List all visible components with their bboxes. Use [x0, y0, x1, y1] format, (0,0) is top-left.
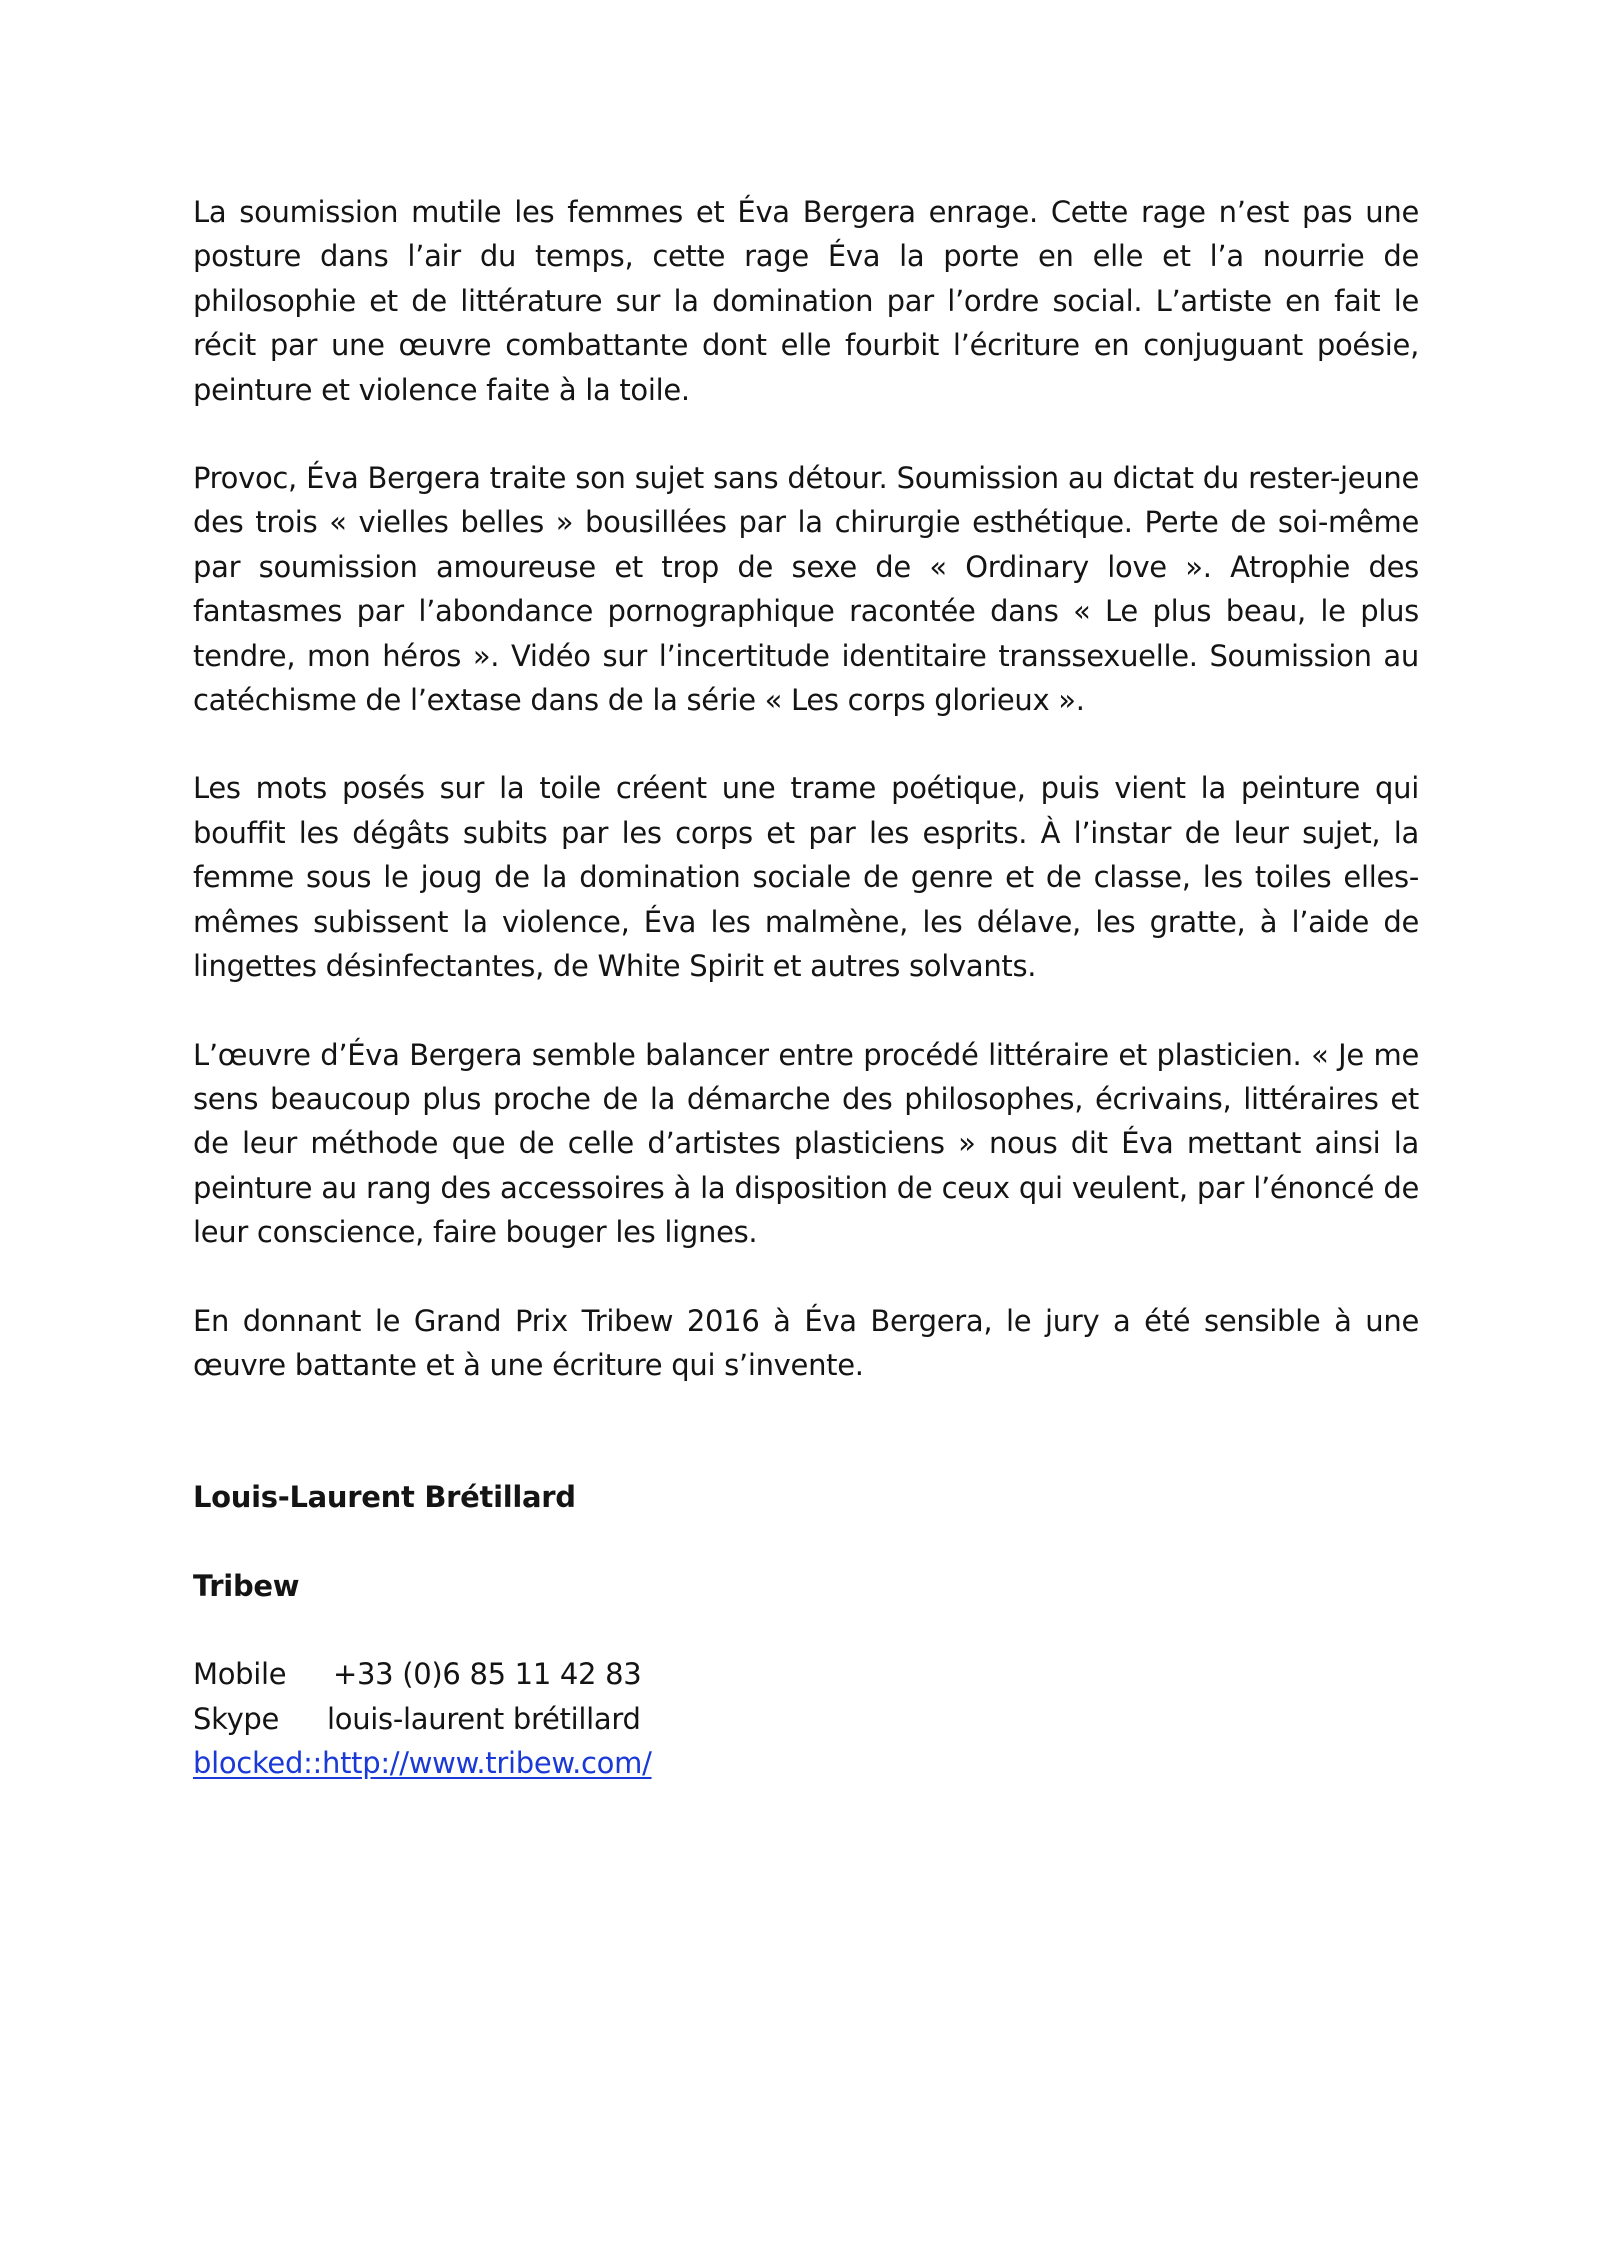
paragraph-oeuvre: L’œuvre d’Éva Bergera semble balancer entre procédé littéraire et plasticien. « Je me sens beaucoup plus proche de la démarche des philosophes, écrivains, littéraires et de leur méthode que de celle d’artistes plasticiens » nous dit Éva mettant ainsi la peinture au rang des accessoires à la disposition de ceux qui veulent, par l’énoncé de leur conscience, faire bouger les lignes. — [193, 1037, 1419, 1250]
paragraph-mots: Les mots posés sur la toile créent une trame poétique, puis vient la peinture qui bouffit les dégâts subits par les corps et par les esprits. À l’instar de leur sujet, la femme sous le joug de la domination sociale de genre et de classe, les toiles elles-mêmes subissent la violence, Éva les malmène, les délave, les gratte, à l’aide de lingettes désinfectantes, de White Spirit et autres solvants. — [193, 771, 1419, 984]
website-link[interactable]: blocked::http://www.tribew.com/ — [193, 1745, 652, 1780]
contact-block — [193, 1652, 1419, 1785]
contact-website — [193, 1741, 1419, 1785]
mobile-value: +33 (0)6 85 11 42 83 — [333, 1657, 642, 1692]
paragraph-grand-prix: En donnant le Grand Prix Tribew 2016 à Éva Bergera, le jury a été sensible à une œuvre battante et à une écriture qui s’invente. — [193, 1303, 1419, 1382]
skype-label: Skype — [193, 1701, 280, 1736]
document-page — [193, 190, 1419, 1785]
paragraph-intro: La soumission mutile les femmes et Éva Bergera enrage. Cette rage n’est pas une posture dans l’air du temps, cette rage Éva la porte en elle et l’a nourrie de philosophie et de littérature sur la domination par l’ordre social. L’artiste en fait le récit par une œuvre combattante dont elle fourbit l’écriture en conjuguant poésie, peinture et violence faite à la toile. — [193, 195, 1419, 407]
signature-organization: Tribew — [193, 1568, 300, 1603]
contact-skype — [193, 1697, 1419, 1741]
skype-value: louis-laurent brétillard — [327, 1701, 641, 1736]
mobile-label: Mobile — [193, 1657, 287, 1692]
paragraph-provoc: Provoc, Éva Bergera traite son sujet sans détour. Soumission au dictat du rester-jeune des trois « vielles belles » bousillées par la chirurgie esthétique. Perte de soi-même par soumission amoureuse et trop de sexe de « Ordinary love ». Atrophie des fantasmes par l’abondance pornographique racontée dans « Le plus beau, le plus tendre, mon héros ». Vidéo sur l’incertitude identitaire transsexuelle. Soumission au catéchisme de l’extase dans de la série « Les corps glorieux ». — [193, 461, 1419, 718]
signature-spacer — [193, 1431, 1419, 1475]
signature-name: Louis-Laurent Brétillard — [193, 1480, 576, 1515]
contact-mobile — [193, 1652, 1419, 1696]
